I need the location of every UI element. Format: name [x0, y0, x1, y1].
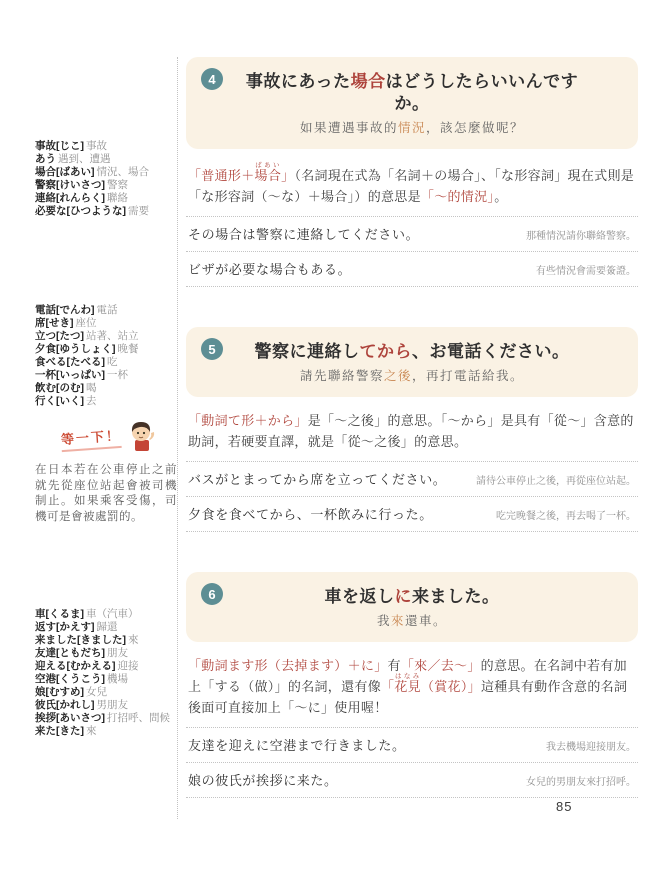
- vocab-word: 娘[むすめ]: [35, 686, 84, 698]
- vocab-item: [35, 369, 177, 382]
- vocab-item: [35, 192, 177, 205]
- vocab-word: 席[せき]: [35, 317, 74, 329]
- vocab-meaning: 一杯: [107, 369, 128, 381]
- vocab-item: [35, 382, 177, 395]
- section-subtitle-chinese: 請先聯絡警察之後，再打電話給我。: [299, 369, 525, 383]
- vocab-item: [35, 647, 177, 660]
- vocab-word: 電話[でんわ]: [35, 304, 95, 316]
- vocab-meaning: 警察: [107, 179, 128, 191]
- vocab-meaning: 來: [128, 634, 139, 646]
- vocab-item: [35, 686, 177, 699]
- example-row: [186, 497, 638, 532]
- vocab-meaning: 車（汽車）: [86, 608, 139, 620]
- example-row: [186, 252, 638, 287]
- example-translation: 有些情況會需要簽證。: [536, 266, 636, 277]
- grammar-section-5: [186, 327, 638, 532]
- example-row: [186, 763, 638, 798]
- section-number-badge: 5: [201, 338, 223, 360]
- vocab-meaning: 歸還: [96, 621, 118, 633]
- section-title-japanese: 警察に連絡してから、お電話ください。: [254, 342, 570, 361]
- section-title-box: [186, 572, 638, 642]
- section-title-japanese: 事故にあった場合はどうしたらいいんですか。: [245, 72, 579, 113]
- vocab-block-2: [35, 304, 177, 408]
- grammar-section-4: [186, 57, 638, 287]
- vocab-meaning: 站著、站立: [86, 330, 139, 342]
- mascot-illustration: [126, 420, 156, 454]
- vocab-word: 場合[ばあい]: [35, 166, 95, 178]
- vocab-meaning: 男朋友: [96, 699, 128, 711]
- caution-note-header: [35, 420, 177, 454]
- example-japanese: その場合は警察に連絡してください。: [188, 227, 420, 242]
- vocab-block-3: [35, 608, 177, 738]
- example-list: [186, 727, 638, 798]
- vocab-item: [35, 356, 177, 369]
- vocab-word: 一杯[いっぱい]: [35, 369, 105, 381]
- example-translation: 女兒的男朋友來打招呼。: [526, 777, 636, 788]
- vocab-word: 食べる[たべる]: [35, 356, 105, 368]
- section-number-badge: 4: [201, 68, 223, 90]
- vocab-word: 夕食[ゆうしょく]: [35, 343, 116, 355]
- grammar-explanation: 「動詞ます形（去掉ます）＋に」有「來／去～」的意思。在名詞中若有加上「する（做）」的名詞，還有像「花見はなみ（賞花）」這種具有動作含意的名詞後面可直接加上「～に」使用喔！: [188, 658, 628, 715]
- grammar-explanation: 「普通形＋場合ばあい」（名詞現在式為「名詞＋の場合」、「な形容詞」現在式則是「な形容詞（～な）＋場合」）的意思是「～的情況」。: [188, 162, 635, 204]
- caution-note: [35, 420, 177, 525]
- vocab-meaning: 吃: [107, 356, 118, 368]
- vocab-word: 車[くるま]: [35, 608, 84, 620]
- vocab-item: [35, 608, 177, 621]
- section-number-badge: 6: [201, 583, 223, 605]
- example-list: [186, 461, 638, 532]
- vocab-word: あう: [35, 153, 56, 165]
- page-number: 85: [556, 799, 573, 814]
- main-content: [186, 57, 638, 838]
- example-translation: 我去機場迎接朋友。: [546, 742, 636, 753]
- vocab-meaning: 打招呼、問候: [107, 712, 170, 724]
- vocab-item: [35, 166, 177, 179]
- vocab-word: 連絡[れんらく]: [35, 192, 105, 204]
- vocab-item: [35, 673, 177, 686]
- vocab-meaning: 需要: [128, 205, 149, 217]
- vocab-item: [35, 660, 177, 673]
- example-japanese: ビザが必要な場合もある。: [188, 262, 352, 277]
- example-japanese: バスがとまってから席を立ってください。: [188, 472, 447, 487]
- vocab-item: [35, 179, 177, 192]
- example-japanese: 夕食を食べてから、一杯飲みに行った。: [188, 507, 433, 522]
- section-title-box: [186, 327, 638, 397]
- grammar-section-6: [186, 572, 638, 798]
- grammar-explanation: 「動詞て形＋から」是「～之後」的意思。「～から」是具有「從～」含意的助詞，若硬要直譯，就是「從～之後」的意思。: [188, 413, 634, 449]
- example-row: [186, 462, 638, 497]
- vocab-meaning: 電話: [96, 304, 118, 316]
- vocab-meaning: 迎接: [117, 660, 139, 672]
- vocab-meaning: 去: [86, 395, 97, 407]
- example-row: [186, 728, 638, 763]
- vocab-item: [35, 153, 177, 166]
- section-title-japanese: 車を返しに来ました。: [324, 587, 500, 606]
- example-translation: 吃完晚餐之後，再去喝了一杯。: [496, 511, 636, 522]
- vocab-item: [35, 395, 177, 408]
- vocab-word: 迎える[むかえる]: [35, 660, 116, 672]
- vocab-item: [35, 330, 177, 343]
- example-list: [186, 216, 638, 287]
- vocab-word: 空港[くうこう]: [35, 673, 105, 685]
- vocab-meaning: 座位: [75, 317, 97, 329]
- vocab-item: [35, 725, 177, 738]
- vocab-word: 来た[きた]: [35, 725, 84, 737]
- vocab-word: 立つ[たつ]: [35, 330, 84, 342]
- vocab-word: 警察[けいさつ]: [35, 179, 105, 191]
- vocab-word: 返す[かえす]: [35, 621, 95, 633]
- vocab-meaning: 聯絡: [107, 192, 128, 204]
- vocab-meaning: 來: [86, 725, 97, 737]
- vocab-item: [35, 712, 177, 725]
- vocab-word: 行く[いく]: [35, 395, 84, 407]
- vocab-meaning: 女兒: [86, 686, 107, 698]
- vocab-meaning: 朋友: [107, 647, 128, 659]
- example-japanese: 娘の彼氏が挨拶に来た。: [188, 773, 338, 788]
- vocab-word: 必要な[ひつような]: [35, 205, 126, 217]
- vocab-item: [35, 140, 177, 153]
- vocab-item: [35, 621, 177, 634]
- vocab-item: [35, 699, 177, 712]
- vocab-item: [35, 304, 177, 317]
- section-subtitle-chinese: 如果遭遇事故的情況，該怎麼做呢？: [299, 121, 525, 135]
- vocab-meaning: 遇到、遭遇: [58, 153, 111, 165]
- vocab-word: 挨拶[あいさつ]: [35, 712, 105, 724]
- vocab-word: 彼氏[かれし]: [35, 699, 95, 711]
- section-title-box: [186, 57, 638, 149]
- vocab-meaning: 事故: [86, 140, 107, 152]
- caution-note-label: 等一下！: [60, 425, 121, 452]
- vocab-item: [35, 205, 177, 218]
- vocab-word: 飲む[のむ]: [35, 382, 84, 394]
- vocab-meaning: 晚餐: [117, 343, 139, 355]
- vocab-item: [35, 634, 177, 647]
- example-japanese: 友達を迎えに空港まで行きました。: [188, 738, 406, 753]
- caution-note-text: 在日本若在公車停止之前就先從座位站起會被司機制止。如果乘客受傷，司機可是會被處罰的。: [35, 464, 177, 523]
- vocab-word: 事故[じこ]: [35, 140, 84, 152]
- example-row: [186, 217, 638, 252]
- vocab-item: [35, 317, 177, 330]
- sidebar-divider: [177, 57, 178, 819]
- vocab-meaning: 機場: [107, 673, 128, 685]
- vocab-block-1: [35, 140, 177, 218]
- vocab-word: 友達[ともだち]: [35, 647, 105, 659]
- vocab-word: 来ました[きました]: [35, 634, 126, 646]
- vocab-meaning: 情況、場合: [96, 166, 149, 178]
- section-subtitle-chinese: 我來還車。: [376, 614, 448, 628]
- example-translation: 那種情況請你聯絡警察。: [526, 231, 636, 242]
- vocab-meaning: 喝: [86, 382, 97, 394]
- example-translation: 請待公車停止之後，再從座位站起。: [476, 476, 636, 487]
- vocab-item: [35, 343, 177, 356]
